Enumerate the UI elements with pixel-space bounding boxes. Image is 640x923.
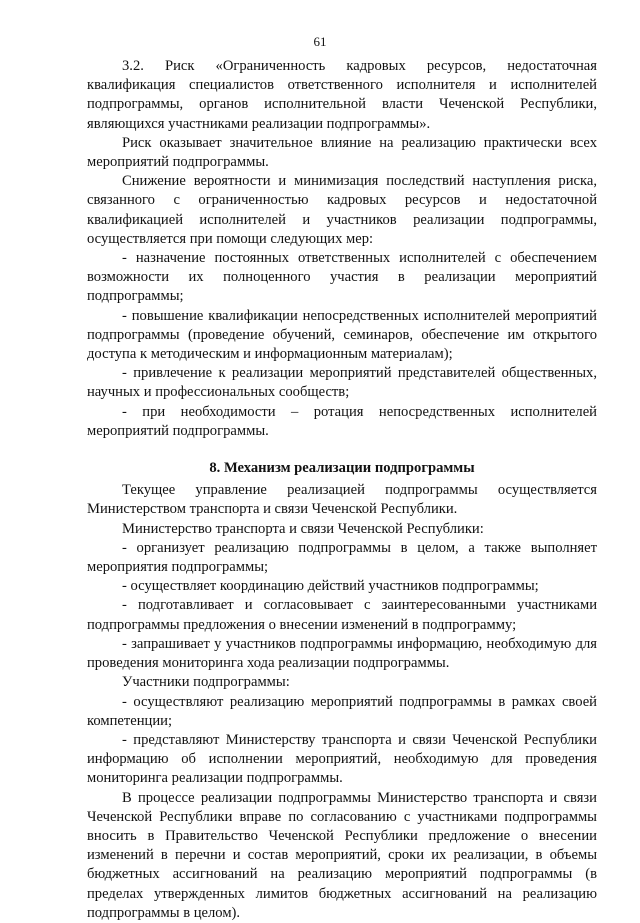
page-content — [87, 57, 597, 923]
paragraph-participants-intro: Участники подпрограммы: — [122, 674, 290, 691]
list-item-participants-2: - представляют Министерству транспорта и связи Чеченской Республики информацию об исполнении мероприятий, необходимую для проведения мониторинга реализации подпрограммы. — [87, 731, 597, 787]
paragraph-risk-3-2: 3.2. Риск «Ограниченность кадровых ресурсов, недостаточная квалификация специалистов ответственного исполнителя и исполнителей подпрограммы, органов исполнительной власти Чеченской Республики, являющихся участниками реализации подпрограммы». — [87, 58, 597, 132]
paragraph-risk-impact: Риск оказывает значительное влияние на реализацию практически всех мероприятий подпрограммы. — [87, 134, 597, 171]
paragraph-process-changes: В процессе реализации подпрограммы Министерство транспорта и связи Чеченской Республики вправе по согласованию с участниками подпрограммы вносить в Правительство Чеченской Республики предложение о внесении изменений в перечни и состав мероприятий, сроки их реализации, в объемы бюджетных ассигнований на реализацию мероприятий подпрограммы (в пределах утвержденных лимитов бюджетных ассигнований на реализацию подпрограммы в целом). — [87, 789, 597, 921]
list-item-ministry-4: - запрашивает у участников подпрограммы информацию, необходимую для проведения мониторинга хода реализации подпрограммы. — [87, 635, 597, 672]
paragraph-risk-mitigation: Снижение вероятности и минимизация последствий наступления риска, связанного с ограниченностью кадровых ресурсов и недостаточной квалификацией исполнителей и участников реализации подпрограммы, осуществляется при помощи следующих мер: — [87, 173, 597, 247]
list-item-measure-1: - назначение постоянных ответственных исполнителей с обеспечением возможности их полноценного участия в реализации мероприятий подпрограммы; — [87, 250, 597, 305]
section-heading: 8. Механизм реализации подпрограммы — [209, 460, 475, 477]
paragraph-current-management: Текущее управление реализацией подпрограммы осуществляется Министерством транспорта и связи Чеченской Республики. — [87, 482, 597, 518]
list-item-ministry-3: - подготавливает и согласовывает с заинтересованными участниками подпрограммы предложения о внесении изменений в подпрограмму; — [87, 597, 597, 633]
paragraph-ministry-intro: Министерство транспорта и связи Чеченской Республики: — [122, 520, 484, 537]
list-item-measure-4: - при необходимости – ротация непосредственных исполнителей мероприятий подпрограммы. — [87, 403, 597, 439]
list-item-ministry-1: - организует реализацию подпрограммы в целом, а также выполняет мероприятия подпрограммы; — [87, 539, 597, 576]
list-item-ministry-2: - осуществляет координацию действий участников подпрограммы; — [122, 578, 539, 595]
list-item-participants-1: - осуществляют реализацию мероприятий подпрограммы в рамках своей компетенции; — [87, 693, 597, 729]
page-number: 61 — [313, 34, 327, 49]
list-item-measure-2: - повышение квалификации непосредственных исполнителей мероприятий подпрограммы (проведение обучений, семинаров, обеспечение им открытого доступа к методическим и информационным материалам); — [87, 307, 597, 363]
list-item-measure-3: - привлечение к реализации мероприятий представителей общественных, научных и профессиональных сообществ; — [87, 365, 597, 401]
